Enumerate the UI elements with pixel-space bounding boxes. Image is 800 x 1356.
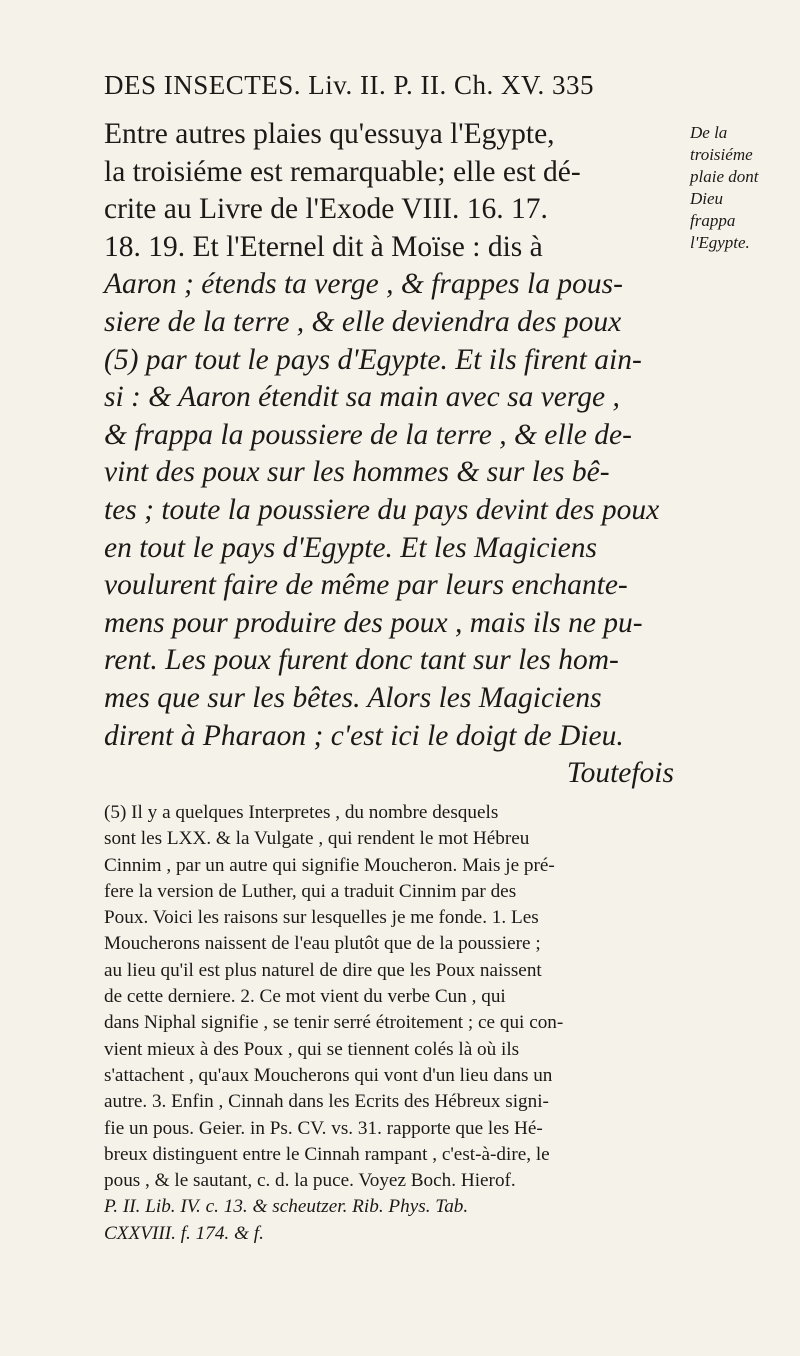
text-line: mes que sur les bêtes. Alors les Magiciens xyxy=(104,681,602,714)
text-line: 18. 19. Et l'Eternel dit à Moïse : dis à xyxy=(104,230,543,263)
text-line: rent. Les poux furent donc tant sur les hom- xyxy=(104,644,619,677)
text-line: (5) par tout le pays d'Egypte. Et ils firent ain- xyxy=(104,343,642,376)
footnote xyxy=(104,800,684,1247)
margin-note-line: De la xyxy=(690,123,728,142)
text-line: Entre autres plaies qu'essuya l'Egypte, xyxy=(104,118,555,150)
footnote-line: de cette derniere. 2. Ce mot vient du verbe Cun , qui xyxy=(104,986,506,1008)
text-line: voulurent faire de même par leurs enchante- xyxy=(104,569,628,602)
text-line: vint des poux sur les hommes & sur les bê- xyxy=(104,456,610,489)
footnote-line: CXXVIII. f. 174. & f. xyxy=(104,1222,264,1244)
footnote-line: sont les LXX. & la Vulgate , qui rendent le mot Hébreu xyxy=(104,828,530,850)
footnote-line: autre. 3. Enfin , Cinnah dans les Ecrits des Hébreux signi- xyxy=(104,1091,549,1113)
footnote-line: (5) Il y a quelques Interpretes , du nombre desquels xyxy=(104,802,499,823)
footnote-line: Poux. Voici les raisons sur lesquelles je me fonde. 1. Les xyxy=(104,907,539,929)
text-line: en tout le pays d'Egypte. Et les Magiciens xyxy=(104,531,597,564)
margin-note-line: Dieu xyxy=(690,189,724,208)
margin-note xyxy=(690,122,800,254)
text-line: & frappa la poussiere de la terre , & elle de- xyxy=(104,418,632,451)
text-line: siere de la terre , & elle deviendra des poux xyxy=(104,305,622,338)
text-line: Aaron ; étends ta verge , & frappes la pous- xyxy=(104,268,623,301)
footnote-line: Moucherons naissent de l'eau plutôt que de la poussiere ; xyxy=(104,933,541,955)
running-head: DES INSECTES. Liv. II. P. II. Ch. XV. 335 xyxy=(104,70,595,100)
text-line: mens pour produire des poux , mais ils ne pu- xyxy=(104,606,643,639)
text-line: la troisiéme est remarquable; elle est dé- xyxy=(104,155,581,188)
footnote-line: dans Niphal signifie , se tenir serré étroitement ; ce qui con- xyxy=(104,1012,564,1034)
margin-note-line: troisiéme xyxy=(690,145,753,164)
margin-note-line: frappa xyxy=(690,211,736,230)
margin-note-line: plaie dont xyxy=(690,167,759,186)
footnote-line: P. II. Lib. IV. c. 13. & scheutzer. Rib. Phys. Tab. xyxy=(104,1196,469,1218)
text-line: dirent à Pharaon ; c'est ici le doigt de Dieu. xyxy=(104,719,624,752)
footnote-line: breux distinguent entre le Cinnah rampant , c'est-à-dire, le xyxy=(104,1143,550,1165)
footnote-line: fere la version de Luther, qui a traduit Cinnim par des xyxy=(104,880,517,902)
footnote-line: au lieu qu'il est plus naturel de dire que les Poux naissent xyxy=(104,959,542,981)
footnote-line: vient mieux à des Poux , qui se tiennent colés là où ils xyxy=(104,1038,520,1060)
margin-note-line: l'Egypte. xyxy=(690,233,750,252)
footnote-line: s'attachent , qu'aux Moucherons qui vont d'un lieu dans un xyxy=(104,1064,553,1086)
text-line: crite au Livre de l'Exode VIII. 16. 17. xyxy=(104,193,548,226)
footnote-line: pous , & le sautant, c. d. la puce. Voyez Boch. Hierof. xyxy=(104,1170,516,1192)
text-line: si : & Aaron étendit sa main avec sa verge , xyxy=(104,381,620,414)
catchword: Toutefois xyxy=(566,757,674,790)
footnote-line: Cinnim , par un autre qui signifie Moucheron. Mais je pré- xyxy=(104,854,555,876)
footnote-line: fie un pous. Geier. in Ps. CV. vs. 31. rapporte que les Hé- xyxy=(104,1117,543,1139)
text-line: tes ; toute la poussiere du pays devint des poux xyxy=(104,493,660,526)
main-text xyxy=(104,116,674,793)
